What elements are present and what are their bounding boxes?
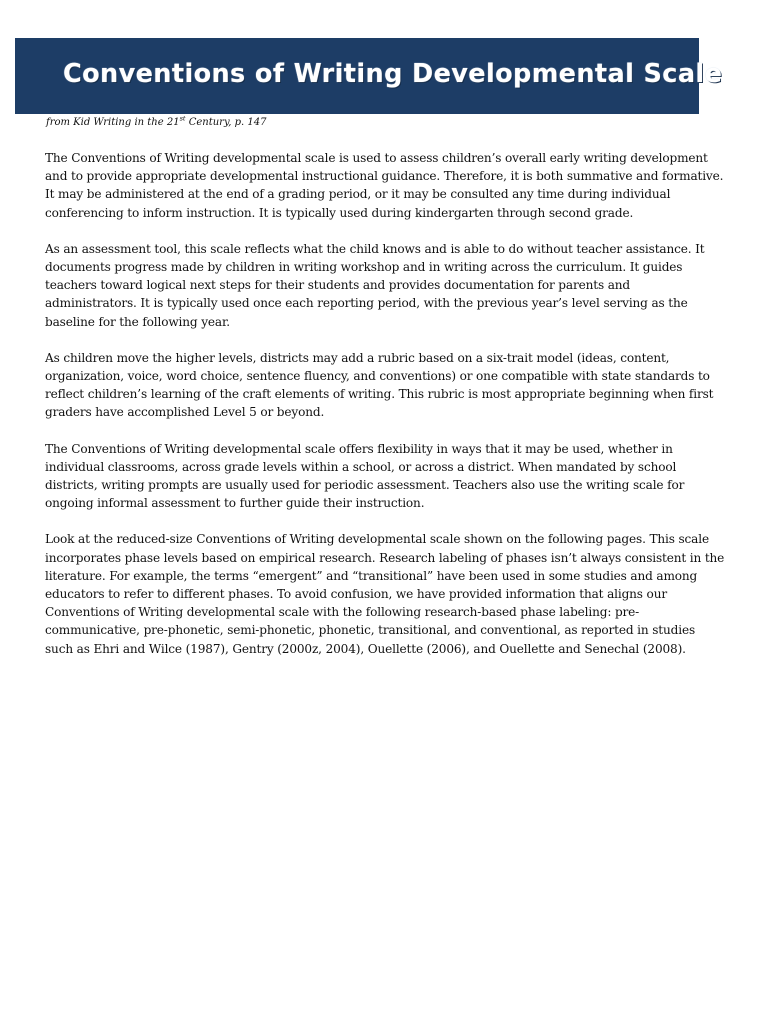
title-banner (15, 38, 723, 114)
page-title: Conventions of Writing Developmental Scale (63, 59, 723, 89)
source-citation-suffix: Century, p. 147 (185, 117, 267, 128)
paragraph-flexibility: The Conventions of Writing developmental scale offers flexibility in ways that it may be used, whether in individual classrooms, across grade levels within a school, or across a district. When mandated by school districts, writing prompts are usually used for periodic assessment. Teachers also use the writing scale for ongoing informal assessment to further guide their instruction. (45, 441, 685, 511)
paragraph-rubric: As children move the higher levels, districts may add a rubric based on a six-trait model (ideas, content, organization, voice, word choice, sentence fluency, and conventions) or one compatible with state standards to reflect children’s learning of the craft elements of writing. This rubric is most appropriate beginning when first graders have accomplished Level 5 or beyond. (45, 350, 714, 420)
paragraph-phase-levels: Look at the reduced-size Conventions of Writing developmental scale shown on the following pages. This scale incorporates phase levels based on empirical research. Research labeling of phases isn’t always consistent in the literature. For example, the terms “emergent” and “transitional” have been used in some studies and among educators to refer to different phases. To avoid confusion, we have provided information that aligns our Conventions of Writing developmental scale with the following research-based phase labeling: pre-communicative, pre-phonetic, semi-phonetic, phonetic, transitional, and conventional, as reported in studies such as Ehri and Wilce (1987), Gentry (2000z, 2004), Ouellette (2006), and Ouellette and Senechal (2008). (45, 532, 725, 656)
paragraph-assessment-tool: As an assessment tool, this scale reflects what the child knows and is able to do without teacher assistance. It documents progress made by children in writing workshop and in writing across the curriculum. It guides teachers toward logical next steps for their students and provides documentation for parents and administrators. It is typically used once each reporting period, with the previous year’s level serving as the baseline for the following year. (45, 241, 705, 329)
source-citation-superscript: st (179, 114, 186, 123)
document-body (45, 149, 725, 676)
paragraph-purpose: The Conventions of Writing developmental scale is used to assess children’s overall early writing development and to provide appropriate developmental instructional guidance. Therefore, it is both summative and formative. It may be administered at the end of a grading period, or it may be consulted any time during individual conferencing to inform instruction. It is typically used during kindergarten through second grade. (45, 151, 724, 220)
source-citation (46, 114, 267, 128)
source-citation-prefix: from Kid Writing in the 21 (46, 117, 180, 128)
